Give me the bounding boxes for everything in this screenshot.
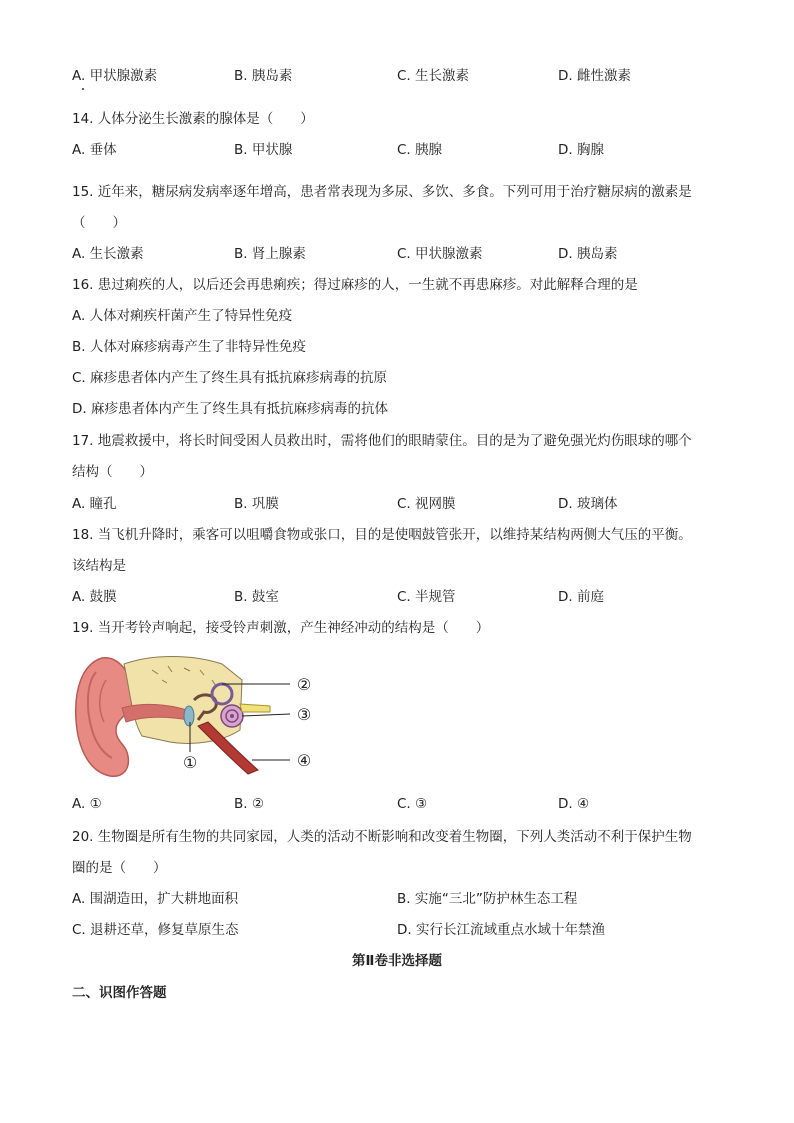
stray-dot [82, 88, 84, 90]
q20-stem-line1: 20. 生物圈是所有生物的共同家园，人类的活动不断影响和改变着生物圈，下列人类活动不利于保护生物 [72, 829, 692, 845]
q14-option-a: A. 垂体 [72, 142, 117, 158]
q13-option-d: D. 雌性激素 [558, 68, 631, 84]
q18-stem-line1: 18. 当飞机升降时，乘客可以咀嚼食物或张口，目的是使咽鼓管张开，以维持某结构两侧大气压的平衡。 [72, 527, 692, 543]
q16-option-b: B. 人体对麻疹病毒产生了非特异性免疫 [72, 339, 306, 355]
q18-stem-line2: 该结构是 [72, 558, 126, 574]
q17-option-c: C. 视网膜 [397, 496, 456, 512]
q20-option-a: A. 围湖造田，扩大耕地面积 [72, 891, 239, 907]
q14-stem: 14. 人体分泌生长激素的腺体是（ ） [72, 111, 314, 127]
section-2-title: 第Ⅱ卷非选择题 [352, 953, 442, 969]
q19-option-a: A. ① [72, 796, 102, 812]
figure-label-1: ① [182, 753, 198, 772]
q20-stem-line2: 圈的是（ ） [72, 860, 167, 876]
temporal-bone [124, 657, 242, 744]
figure-label-2: ② [296, 675, 312, 694]
q19-stem: 19. 当开考铃声响起，接受铃声刺激，产生神经冲动的结构是（ ） [72, 620, 490, 636]
figure-label-3: ③ [296, 705, 312, 724]
q17-stem-line1: 17. 地震救援中，将长时间受困人员救出时，需将他们的眼睛蒙住。目的是为了避免强光灼伤眼球的哪个 [72, 433, 692, 449]
q18-option-d: D. 前庭 [558, 589, 604, 605]
q14-option-d: D. 胸腺 [558, 142, 604, 158]
q17-option-d: D. 玻璃体 [558, 496, 618, 512]
q19-option-d: D. ④ [558, 796, 590, 812]
figure-label-4: ④ [296, 751, 312, 770]
q15-option-c: C. 甲状腺激素 [397, 246, 483, 262]
q17-option-a: A. 瞳孔 [72, 496, 117, 512]
q16-option-a: A. 人体对痢疾杆菌产生了特异性免疫 [72, 308, 293, 324]
q19-option-b: B. ② [234, 796, 264, 812]
q18-option-c: C. 半规管 [397, 589, 456, 605]
q17-stem-line2: 结构（ ） [72, 464, 153, 480]
q14-option-b: B. 甲状腺 [234, 142, 293, 158]
q16-option-c: C. 麻疹患者体内产生了终生具有抵抗麻疹病毒的抗原 [72, 370, 388, 386]
q15-stem-line1: 15. 近年来，糖尿病发病率逐年增高，患者常表现为多尿、多饮、多食。下列可用于治疗糖尿病的激素是 [72, 184, 692, 200]
q15-stem-line2: （ ） [72, 215, 126, 231]
q16-option-d: D. 麻疹患者体内产生了终生具有抵抗麻疹病毒的抗体 [72, 401, 388, 417]
q15-option-b: B. 肾上腺素 [234, 246, 306, 262]
q19-option-c: C. ③ [397, 796, 428, 812]
ear-structure-figure [72, 650, 332, 780]
q13-option-a: A. 甲状腺激素 [72, 68, 158, 84]
q16-stem: 16. 患过痢疾的人，以后还会再患痢疾；得过麻疹的人，一生就不再患麻疹。对此解释合理的是 [72, 277, 638, 293]
leader-line-3 [242, 714, 290, 716]
q18-option-a: A. 鼓膜 [72, 589, 117, 605]
q15-option-d: D. 胰岛素 [558, 246, 618, 262]
q20-option-c: C. 退耕还草，修复草原生态 [72, 922, 239, 938]
tympanic-membrane [184, 706, 194, 726]
auditory-nerve [240, 704, 270, 712]
q15-option-a: A. 生长激素 [72, 246, 144, 262]
q13-option-c: C. 生长激素 [397, 68, 470, 84]
q17-option-b: B. 巩膜 [234, 496, 279, 512]
q20-option-d: D. 实行长江流域重点水域十年禁渔 [397, 922, 605, 938]
part-2-title: 二、识图作答题 [72, 985, 167, 1001]
q20-option-b: B. 实施“三北”防护林生态工程 [397, 891, 578, 907]
q13-option-b: B. 胰岛素 [234, 68, 293, 84]
q18-option-b: B. 鼓室 [234, 589, 279, 605]
cochlea-center [230, 714, 234, 718]
q14-option-c: C. 胰腺 [397, 142, 443, 158]
